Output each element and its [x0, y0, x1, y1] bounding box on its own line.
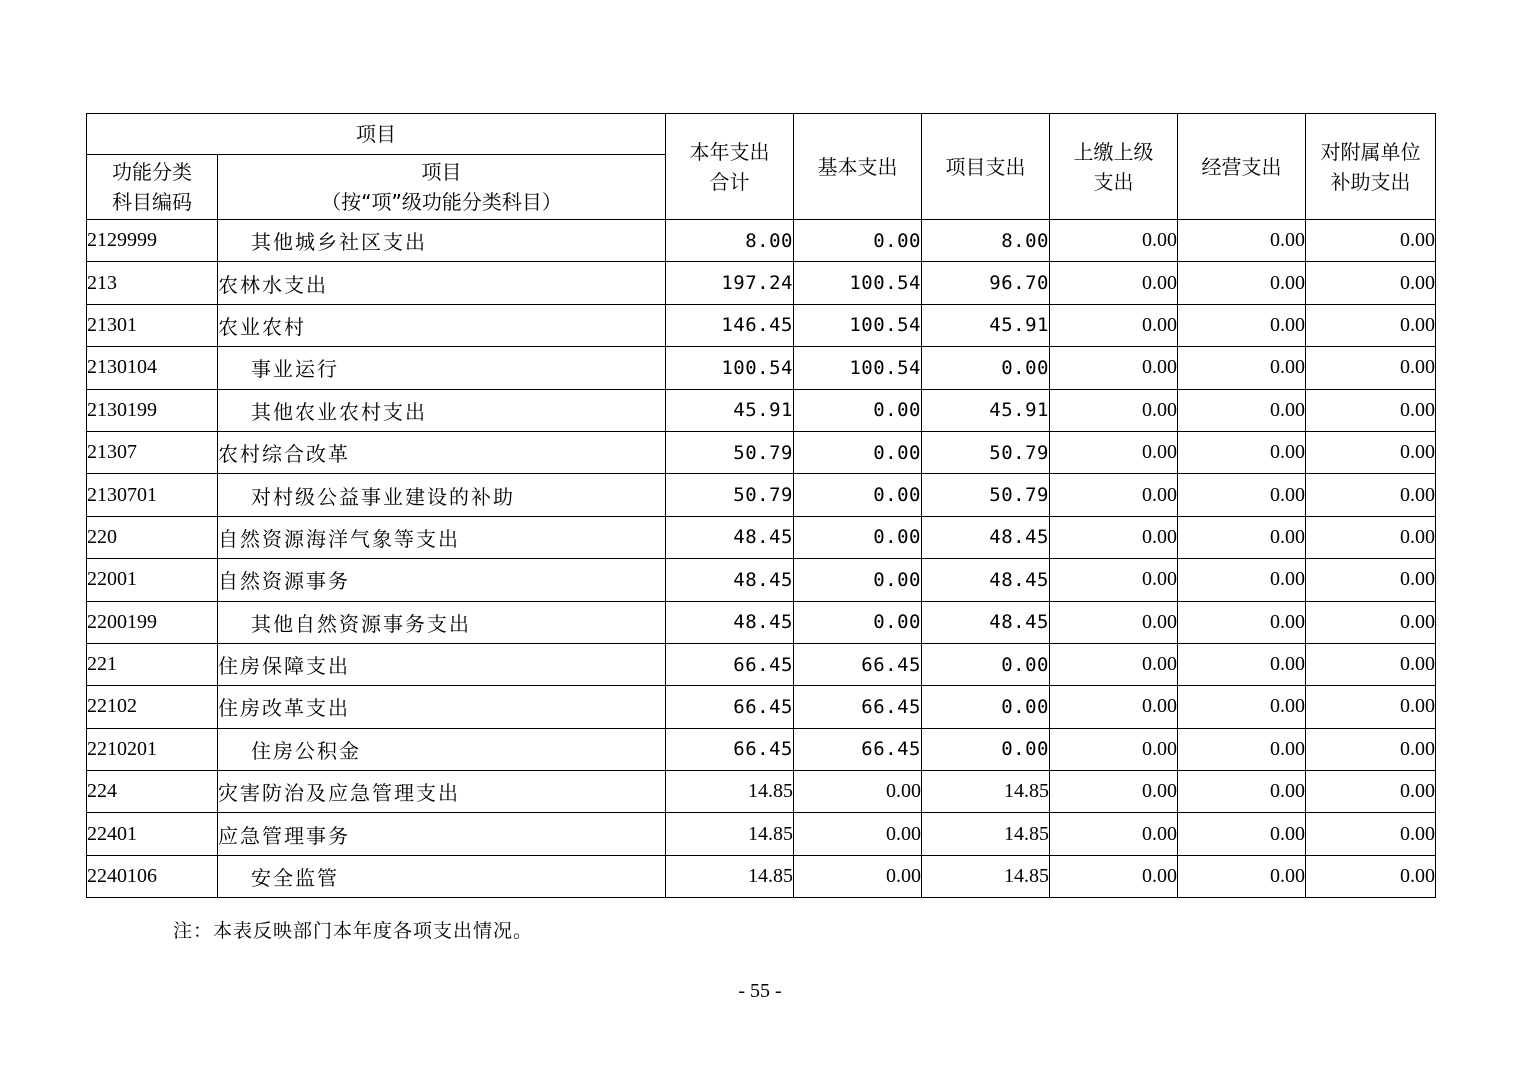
row-subsidy-value: 0.00	[1306, 516, 1436, 558]
row-total-value: 48.45	[666, 559, 794, 601]
row-project-value: 8.00	[922, 220, 1050, 262]
row-business-value: 0.00	[1178, 855, 1306, 897]
row-upper-value: 0.00	[1050, 431, 1178, 473]
table-row	[87, 643, 1436, 685]
row-project-value: 14.85	[922, 855, 1050, 897]
row-subsidy-value: 0.00	[1306, 855, 1436, 897]
row-subsidy-value: 0.00	[1306, 304, 1436, 346]
row-name: 对村级公益事业建设的补助	[218, 474, 666, 516]
row-subsidy-value: 0.00	[1306, 728, 1436, 770]
row-upper-value: 0.00	[1050, 389, 1178, 431]
row-upper-value: 0.00	[1050, 347, 1178, 389]
table-row	[87, 474, 1436, 516]
row-basic-value: 66.45	[794, 643, 922, 685]
row-name: 灾害防治及应急管理支出	[218, 771, 666, 813]
row-name: 事业运行	[218, 347, 666, 389]
row-name: 应急管理事务	[218, 813, 666, 855]
header-total-label: 本年支出合计	[689, 139, 770, 194]
row-business-value: 0.00	[1178, 516, 1306, 558]
row-total-value: 146.45	[666, 304, 794, 346]
row-upper-value: 0.00	[1050, 304, 1178, 346]
row-business-value: 0.00	[1178, 389, 1306, 431]
row-name: 住房保障支出	[218, 643, 666, 685]
row-subsidy-value: 0.00	[1306, 601, 1436, 643]
row-upper-value: 0.00	[1050, 686, 1178, 728]
row-project-value: 14.85	[922, 813, 1050, 855]
header-project: 项目	[87, 114, 666, 155]
row-total-value: 197.24	[666, 262, 794, 304]
row-subsidy-value: 0.00	[1306, 389, 1436, 431]
table-row	[87, 304, 1436, 346]
row-code: 2129999	[87, 220, 218, 262]
row-name: 农村综合改革	[218, 431, 666, 473]
header-business: 经营支出	[1178, 114, 1306, 220]
table-row	[87, 686, 1436, 728]
header-subsidy	[1306, 114, 1436, 220]
row-code: 221	[87, 643, 218, 685]
row-code: 21307	[87, 431, 218, 473]
row-business-value: 0.00	[1178, 431, 1306, 473]
table-row	[87, 262, 1436, 304]
row-name: 住房公积金	[218, 728, 666, 770]
row-code: 213	[87, 262, 218, 304]
header-code	[87, 155, 218, 220]
row-subsidy-value: 0.00	[1306, 559, 1436, 601]
header-code-label: 功能分类科目编码	[112, 160, 192, 214]
row-subsidy-value: 0.00	[1306, 262, 1436, 304]
table-row	[87, 431, 1436, 473]
row-name: 住房改革支出	[218, 686, 666, 728]
row-total-value: 14.85	[666, 771, 794, 813]
row-total-value: 50.79	[666, 474, 794, 516]
header-name-line2: （按“项”级功能分类科目）	[321, 190, 562, 214]
row-business-value: 0.00	[1178, 728, 1306, 770]
row-total-value: 48.45	[666, 601, 794, 643]
row-code: 22102	[87, 686, 218, 728]
row-business-value: 0.00	[1178, 220, 1306, 262]
row-code: 220	[87, 516, 218, 558]
row-name: 自然资源事务	[218, 559, 666, 601]
row-total-value: 14.85	[666, 813, 794, 855]
row-business-value: 0.00	[1178, 304, 1306, 346]
row-business-value: 0.00	[1178, 559, 1306, 601]
row-upper-value: 0.00	[1050, 220, 1178, 262]
row-project-value: 48.45	[922, 559, 1050, 601]
table-row	[87, 220, 1436, 262]
row-business-value: 0.00	[1178, 262, 1306, 304]
row-subsidy-value: 0.00	[1306, 220, 1436, 262]
row-basic-value: 0.00	[794, 813, 922, 855]
row-business-value: 0.00	[1178, 771, 1306, 813]
header-basic: 基本支出	[794, 114, 922, 220]
row-name: 农林水支出	[218, 262, 666, 304]
row-name: 其他城乡社区支出	[218, 220, 666, 262]
row-upper-value: 0.00	[1050, 516, 1178, 558]
header-total	[666, 114, 794, 220]
row-name: 自然资源海洋气象等支出	[218, 516, 666, 558]
row-basic-value: 0.00	[794, 601, 922, 643]
header-upper-label: 上缴上级支出	[1073, 139, 1154, 194]
row-total-value: 66.45	[666, 686, 794, 728]
table-row	[87, 347, 1436, 389]
row-code: 2240106	[87, 855, 218, 897]
row-upper-value: 0.00	[1050, 855, 1178, 897]
row-total-value: 14.85	[666, 855, 794, 897]
row-code: 2130701	[87, 474, 218, 516]
table-row	[87, 389, 1436, 431]
row-project-value: 48.45	[922, 516, 1050, 558]
row-business-value: 0.00	[1178, 813, 1306, 855]
table-note: 注：本表反映部门本年度各项支出情况。	[173, 920, 534, 942]
row-subsidy-value: 0.00	[1306, 771, 1436, 813]
row-subsidy-value: 0.00	[1306, 474, 1436, 516]
row-upper-value: 0.00	[1050, 771, 1178, 813]
row-code: 2200199	[87, 601, 218, 643]
row-upper-value: 0.00	[1050, 728, 1178, 770]
row-basic-value: 0.00	[794, 431, 922, 473]
row-code: 224	[87, 771, 218, 813]
row-code: 2130104	[87, 347, 218, 389]
row-project-value: 50.79	[922, 431, 1050, 473]
row-upper-value: 0.00	[1050, 601, 1178, 643]
row-subsidy-value: 0.00	[1306, 813, 1436, 855]
row-code: 21301	[87, 304, 218, 346]
row-upper-value: 0.00	[1050, 559, 1178, 601]
row-project-value: 50.79	[922, 474, 1050, 516]
row-name: 其他自然资源事务支出	[218, 601, 666, 643]
row-project-value: 45.91	[922, 304, 1050, 346]
row-project-value: 0.00	[922, 347, 1050, 389]
row-upper-value: 0.00	[1050, 262, 1178, 304]
row-basic-value: 100.54	[794, 304, 922, 346]
expenditure-table	[86, 113, 1436, 898]
header-name	[218, 155, 666, 220]
row-project-value: 0.00	[922, 643, 1050, 685]
row-upper-value: 0.00	[1050, 813, 1178, 855]
row-basic-value: 0.00	[794, 474, 922, 516]
header-project-expenditure: 项目支出	[922, 114, 1050, 220]
header-upper	[1050, 114, 1178, 220]
row-subsidy-value: 0.00	[1306, 431, 1436, 473]
row-subsidy-value: 0.00	[1306, 686, 1436, 728]
row-total-value: 100.54	[666, 347, 794, 389]
table-row	[87, 601, 1436, 643]
row-basic-value: 0.00	[794, 559, 922, 601]
row-basic-value: 0.00	[794, 389, 922, 431]
page-number: - 55 -	[738, 980, 782, 1002]
row-code: 22001	[87, 559, 218, 601]
row-project-value: 45.91	[922, 389, 1050, 431]
row-basic-value: 66.45	[794, 686, 922, 728]
row-name: 农业农村	[218, 304, 666, 346]
row-code: 2130199	[87, 389, 218, 431]
table-body	[87, 220, 1436, 898]
row-project-value: 14.85	[922, 771, 1050, 813]
row-code: 2210201	[87, 728, 218, 770]
row-business-value: 0.00	[1178, 474, 1306, 516]
row-project-value: 48.45	[922, 601, 1050, 643]
row-business-value: 0.00	[1178, 347, 1306, 389]
table-row	[87, 771, 1436, 813]
row-upper-value: 0.00	[1050, 474, 1178, 516]
row-total-value: 8.00	[666, 220, 794, 262]
row-basic-value: 66.45	[794, 728, 922, 770]
header-name-line1: 项目	[421, 160, 462, 184]
table-row	[87, 728, 1436, 770]
row-total-value: 48.45	[666, 516, 794, 558]
header-subsidy-label: 对附属单位补助支出	[1320, 139, 1421, 194]
row-project-value: 0.00	[922, 728, 1050, 770]
row-basic-value: 0.00	[794, 220, 922, 262]
row-name: 其他农业农村支出	[218, 389, 666, 431]
row-business-value: 0.00	[1178, 601, 1306, 643]
row-total-value: 66.45	[666, 643, 794, 685]
table-header	[87, 114, 1436, 220]
row-basic-value: 0.00	[794, 855, 922, 897]
row-total-value: 50.79	[666, 431, 794, 473]
table-row	[87, 813, 1436, 855]
row-basic-value: 100.54	[794, 347, 922, 389]
table-row	[87, 855, 1436, 897]
row-basic-value: 0.00	[794, 771, 922, 813]
row-project-value: 0.00	[922, 686, 1050, 728]
row-upper-value: 0.00	[1050, 643, 1178, 685]
row-subsidy-value: 0.00	[1306, 347, 1436, 389]
row-project-value: 96.70	[922, 262, 1050, 304]
row-code: 22401	[87, 813, 218, 855]
table-row	[87, 516, 1436, 558]
row-name: 安全监管	[218, 855, 666, 897]
row-total-value: 45.91	[666, 389, 794, 431]
row-subsidy-value: 0.00	[1306, 643, 1436, 685]
row-business-value: 0.00	[1178, 643, 1306, 685]
row-total-value: 66.45	[666, 728, 794, 770]
table-row	[87, 559, 1436, 601]
row-basic-value: 0.00	[794, 516, 922, 558]
row-business-value: 0.00	[1178, 686, 1306, 728]
row-basic-value: 100.54	[794, 262, 922, 304]
